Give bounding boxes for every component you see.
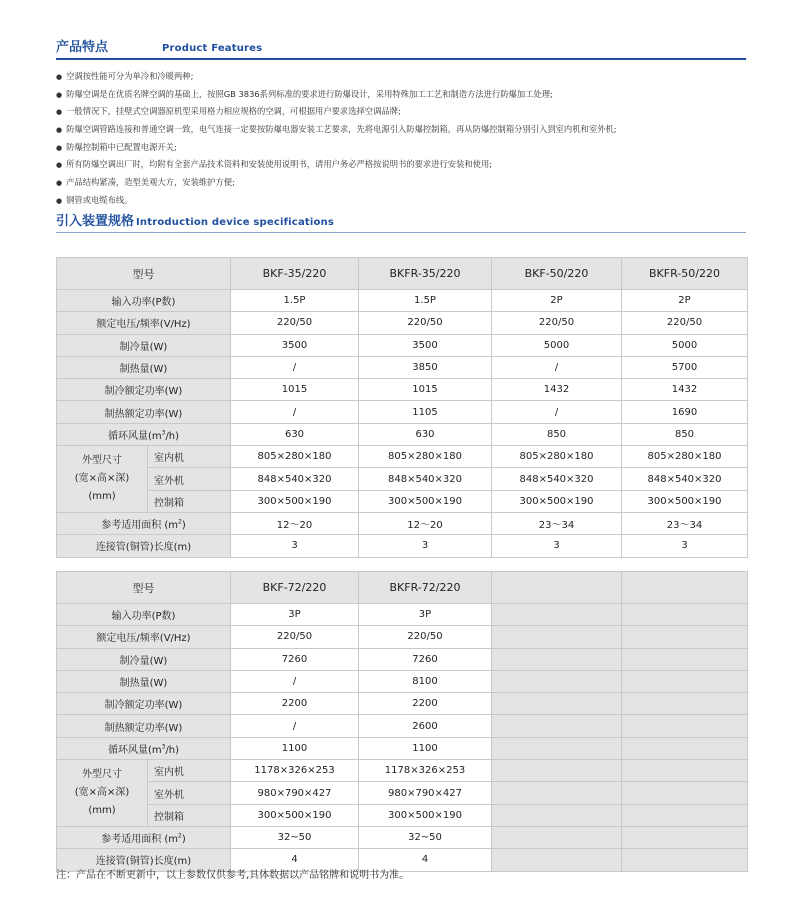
cell-value: 805×280×180 — [622, 446, 748, 468]
row-label: 室内机 — [148, 760, 231, 782]
cell-value: / — [231, 356, 359, 378]
row-label: 连接管(铜管)长度(m) — [57, 535, 231, 557]
empty-cell — [492, 648, 622, 670]
table-row — [57, 312, 748, 334]
empty-cell — [622, 715, 748, 737]
table-header-row — [57, 572, 748, 604]
table-row — [57, 782, 748, 804]
cell-value: 3 — [622, 535, 748, 557]
feature-list — [56, 68, 756, 210]
feature-item: ● 产品结构紧凑，造型美观大方，安装维护方便; — [56, 177, 235, 188]
table-row — [57, 604, 748, 626]
cell-value: 1105 — [359, 401, 492, 423]
cell-value: 5000 — [492, 334, 622, 356]
cell-value: 220/50 — [359, 312, 492, 334]
specs-title-en: Introduction device specifications — [136, 217, 335, 228]
table-row — [57, 715, 748, 737]
cell-value: / — [492, 356, 622, 378]
footnote: 注：产品在不断更新中，以上参数仅供参考,具体数据以产品铭牌和说明书为准。 — [56, 870, 410, 881]
empty-cell — [622, 826, 748, 848]
row-label: 制热额定功率(W) — [57, 401, 231, 423]
cell-value: 300×500×190 — [359, 490, 492, 512]
cell-value: 2P — [622, 290, 748, 312]
empty-cell — [622, 849, 748, 871]
cell-value: 23～34 — [492, 512, 622, 534]
row-label: 制热额定功率(W) — [57, 715, 231, 737]
cell-value: 220/50 — [492, 312, 622, 334]
spec-table-2 — [56, 571, 748, 872]
cell-value: 3500 — [231, 334, 359, 356]
cell-value: 980×790×427 — [231, 782, 359, 804]
cell-value: 300×500×190 — [231, 490, 359, 512]
cell-value: 848×540×320 — [492, 468, 622, 490]
cell-value: 23～34 — [622, 512, 748, 534]
bullet-icon: ● — [56, 179, 63, 188]
empty-cell — [492, 737, 622, 759]
empty-cell — [622, 572, 748, 604]
table-row — [57, 401, 748, 423]
table-row — [57, 670, 748, 692]
cell-value: 2P — [492, 290, 622, 312]
cell-value: 2600 — [359, 715, 492, 737]
bullet-icon: ● — [56, 90, 63, 99]
table-row — [57, 512, 748, 534]
cell-value: / — [231, 670, 359, 692]
cell-value: 32~50 — [231, 826, 359, 848]
row-label: 输入功率(P数) — [57, 604, 231, 626]
bullet-icon: ● — [56, 143, 63, 152]
table-row — [57, 446, 748, 468]
row-label: 额定电压/频率(V/Hz) — [57, 626, 231, 648]
cell-value: 3 — [231, 535, 359, 557]
row-label: 参考适用面积 $(m^2)$ — [57, 512, 231, 534]
table-row — [57, 693, 748, 715]
cell-value: 3P — [359, 604, 492, 626]
empty-cell — [622, 760, 748, 782]
row-label: 室外机 — [148, 468, 231, 490]
empty-cell — [492, 826, 622, 848]
specs-header — [56, 210, 746, 233]
row-label: 循环风量$(m^3/h)$ — [57, 423, 231, 445]
cell-value: 805×280×180 — [231, 446, 359, 468]
cell-value: 300×500×190 — [359, 804, 492, 826]
empty-cell — [622, 670, 748, 692]
cell-value: 32~50 — [359, 826, 492, 848]
empty-cell — [492, 626, 622, 648]
feature-item: ● 空调按性能可分为单冷和冷暖两种; — [56, 71, 194, 81]
bullet-icon: ● — [56, 161, 63, 170]
row-label: 制热量(W) — [57, 670, 231, 692]
empty-cell — [622, 693, 748, 715]
model-name: BKF-72/220 — [231, 572, 359, 604]
cell-value: 300×500×190 — [622, 490, 748, 512]
model-name: BKFR-50/220 — [622, 258, 748, 290]
specs-title-zh: 引入装置规格 — [56, 214, 135, 229]
table-row — [57, 468, 748, 490]
feature-item: ● 防爆空调管路连接和普通空调一致，电气连接一定要按防爆电器安装工艺要求，先将电源引入防爆控制箱，再从防爆控制箱分别引入到室内机和室外机; — [56, 124, 617, 135]
cell-value: 1015 — [359, 379, 492, 401]
row-label: 室内机 — [148, 446, 231, 468]
model-label: 型号 — [57, 258, 231, 290]
row-label: 室外机 — [148, 782, 231, 804]
cell-value: 12～20 — [359, 512, 492, 534]
empty-cell — [492, 782, 622, 804]
product-features-title-zh: 产品特点 — [56, 40, 109, 55]
cell-value: 805×280×180 — [359, 446, 492, 468]
cell-value: 850 — [492, 423, 622, 445]
cell-value: 12～20 — [231, 512, 359, 534]
table-row — [57, 648, 748, 670]
cell-value: 1690 — [622, 401, 748, 423]
model-name: BKF-35/220 — [231, 258, 359, 290]
table-row — [57, 423, 748, 445]
row-label: 参考适用面积 $(m^2)$ — [57, 826, 231, 848]
row-label: 输入功率(P数) — [57, 290, 231, 312]
table-header-row — [57, 258, 748, 290]
row-label: 制冷额定功率(W) — [57, 379, 231, 401]
cell-value: 220/50 — [231, 312, 359, 334]
cell-value: / — [231, 401, 359, 423]
cell-value: 1432 — [622, 379, 748, 401]
feature-item: ● 所有防爆空调出厂时，均附有全套产品技术资料和安装使用说明书，请用户务必严格按说明书的要求进行安装和使用; — [56, 159, 493, 170]
row-label: 制冷额定功率(W) — [57, 693, 231, 715]
feature-item: ● 防爆控制箱中已配置电源开关; — [56, 141, 177, 152]
cell-value: 220/50 — [622, 312, 748, 334]
cell-value: 300×500×190 — [492, 490, 622, 512]
cell-value: 805×280×180 — [492, 446, 622, 468]
table-row — [57, 379, 748, 401]
empty-cell — [492, 715, 622, 737]
cell-value: 3P — [231, 604, 359, 626]
empty-cell — [492, 693, 622, 715]
row-label: 连接管(铜管)长度(m) — [57, 849, 231, 871]
table-row — [57, 626, 748, 648]
cell-value: 3 — [359, 535, 492, 557]
table-row — [57, 356, 748, 378]
row-label: 额定电压/频率(V/Hz) — [57, 312, 231, 334]
product-features-header — [56, 36, 746, 60]
empty-cell — [622, 737, 748, 759]
cell-value: 220/50 — [231, 626, 359, 648]
cell-value: 220/50 — [359, 626, 492, 648]
bullet-icon: ● — [56, 196, 63, 205]
row-label: 制冷量(W) — [57, 648, 231, 670]
cell-value: 1100 — [359, 737, 492, 759]
bullet-icon: ● — [56, 108, 63, 117]
feature-item: ● 防爆空调是在优质名牌空调的基础上，按照GB 3836系列标准的要求进行防爆设计，采用特殊加工工艺和制造方法进行防爆加工处理; — [56, 88, 553, 99]
empty-cell — [492, 572, 622, 604]
spec-table-1 — [56, 257, 748, 558]
cell-value: 7260 — [359, 648, 492, 670]
table-row — [57, 535, 748, 557]
product-features-title-en: Product Features — [162, 43, 263, 54]
cell-value: 2200 — [359, 693, 492, 715]
empty-cell — [622, 604, 748, 626]
cell-value: 850 — [622, 423, 748, 445]
model-name: BKF-50/220 — [492, 258, 622, 290]
empty-cell — [622, 626, 748, 648]
cell-value: 7260 — [231, 648, 359, 670]
cell-value: 1.5P — [231, 290, 359, 312]
table-row — [57, 826, 748, 848]
model-name: BKFR-72/220 — [359, 572, 492, 604]
empty-cell — [492, 849, 622, 871]
cell-value: 1178×326×253 — [359, 760, 492, 782]
cell-value: 848×540×320 — [622, 468, 748, 490]
cell-value: 630 — [231, 423, 359, 445]
cell-value: 4 — [231, 849, 359, 871]
cell-value: 1.5P — [359, 290, 492, 312]
dimension-group-label: 外型尺寸 (宽×高×深) (mm) — [57, 760, 148, 827]
empty-cell — [492, 604, 622, 626]
row-label: 制热量(W) — [57, 356, 231, 378]
cell-value: 3500 — [359, 334, 492, 356]
cell-value: / — [492, 401, 622, 423]
dimension-group-label: 外型尺寸 (宽×高×深) (mm) — [57, 446, 148, 513]
row-label: 循环风量$(m^3/h)$ — [57, 737, 231, 759]
empty-cell — [622, 782, 748, 804]
model-name: BKFR-35/220 — [359, 258, 492, 290]
cell-value: 300×500×190 — [231, 804, 359, 826]
table-row — [57, 760, 748, 782]
bullet-icon: ● — [56, 73, 63, 81]
empty-cell — [492, 670, 622, 692]
row-label: 控制箱 — [148, 804, 231, 826]
cell-value: 1015 — [231, 379, 359, 401]
cell-value: 5700 — [622, 356, 748, 378]
table-row — [57, 804, 748, 826]
cell-value: / — [231, 715, 359, 737]
cell-value: 8100 — [359, 670, 492, 692]
cell-value: 3850 — [359, 356, 492, 378]
bullet-icon: ● — [56, 126, 63, 135]
empty-cell — [492, 760, 622, 782]
cell-value: 1432 — [492, 379, 622, 401]
table-row — [57, 334, 748, 356]
empty-cell — [622, 648, 748, 670]
cell-value: 5000 — [622, 334, 748, 356]
feature-item: ● 钢管或电缆布线。 — [56, 194, 133, 205]
cell-value: 4 — [359, 849, 492, 871]
table-row — [57, 290, 748, 312]
cell-value: 980×790×427 — [359, 782, 492, 804]
table-row — [57, 490, 748, 512]
empty-cell — [492, 804, 622, 826]
table-row — [57, 737, 748, 759]
cell-value: 630 — [359, 423, 492, 445]
cell-value: 1178×326×253 — [231, 760, 359, 782]
row-label: 控制箱 — [148, 490, 231, 512]
feature-item: ● 一般情况下，挂壁式空调器原机型采用格力相应规格的空调，可根据用户要求选择空调品牌; — [56, 106, 401, 117]
empty-cell — [622, 804, 748, 826]
cell-value: 848×540×320 — [359, 468, 492, 490]
cell-value: 1100 — [231, 737, 359, 759]
row-label: 制冷量(W) — [57, 334, 231, 356]
cell-value: 2200 — [231, 693, 359, 715]
cell-value: 848×540×320 — [231, 468, 359, 490]
model-label: 型号 — [57, 572, 231, 604]
cell-value: 3 — [492, 535, 622, 557]
